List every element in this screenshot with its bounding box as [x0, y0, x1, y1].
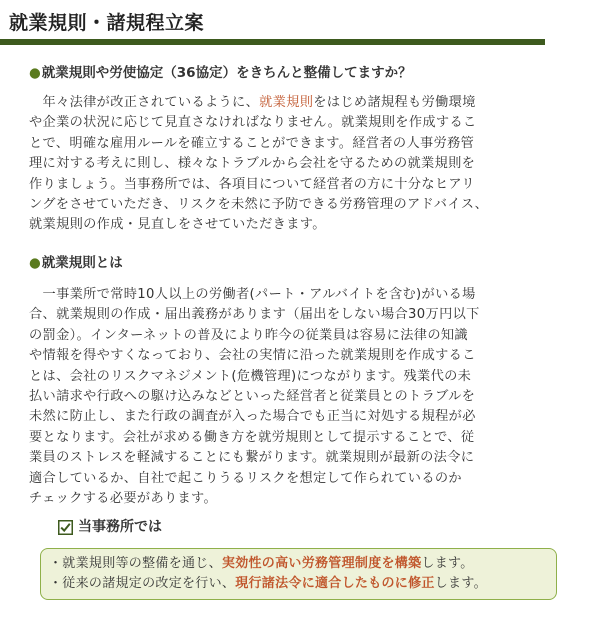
paragraph-line: や情報を得やすくなっており、会社の実情に沿った就業規則を作成するこ — [29, 348, 476, 364]
paragraph-line: 就業規則の作成・見直しをさせていただきます。 — [29, 217, 326, 233]
paragraph-line: 年々法律が改正されているように、就業規則をはじめ諸規程も労働環境 — [29, 95, 476, 110]
section-heading-text: 就業規則や労使協定（36協定）をきちんと整備してますか？ — [41, 65, 412, 81]
paragraph-line: 一事業所で常時10人以上の労働者(パート・アルバイトを含む)がいる場 — [29, 287, 476, 302]
paragraph-line: 要となります。会社が求める働き方を就労規則として提示することで、従 — [29, 429, 475, 445]
summary-emphasis: 実効性の高い労務管理制度を構築 — [221, 556, 422, 571]
rules-link[interactable]: 就業規則 — [259, 95, 314, 110]
office-heading — [58, 517, 162, 537]
paragraph-line: の罰金）。インターネットの普及により昨今の従業員は容易に法律の知識 — [29, 327, 468, 343]
section-heading-text: 就業規則とは — [41, 255, 123, 271]
title-underline — [0, 39, 545, 45]
paragraph-line: 払い請求や行政への駆け込みなどといった経営者と従業員とのトラブルを — [29, 389, 476, 405]
section-heading-maintenance — [29, 64, 412, 82]
bullet-icon: ● — [29, 65, 41, 81]
paragraph-line: とで、明確な雇用ルールを確立することができます。経営者の人事労務管 — [29, 135, 475, 151]
paragraph-line: 適合しているか、自社で起こりうるリスクを想定して作られているのか — [29, 470, 462, 486]
bullet-icon: ● — [29, 255, 41, 271]
summary-box — [40, 548, 557, 600]
intro-paragraph — [29, 93, 559, 236]
paragraph-line: チェックする必要があります。 — [29, 491, 218, 507]
checkbox-checked-icon — [58, 520, 73, 535]
page-header — [0, 0, 589, 46]
summary-item: ・就業規則等の整備を通じ、実効性の高い労務管理制度を構築します。 — [49, 556, 474, 571]
paragraph-line: 作りましょう。当事務所では、各項目について経営者の方に十分なヒアリ — [29, 176, 475, 192]
paragraph-line: ングをさせていただき、リスクを未然に予防できる労務管理のアドバイス、 — [29, 197, 489, 213]
definition-paragraph — [29, 285, 559, 509]
paragraph-line: 業員のストレスを軽減することにも繋がります。就業規則が最新の法令に — [29, 450, 475, 466]
paragraph-line: とは、会社のリスクマネジメント(危機管理)につながります。残業代の未 — [29, 368, 472, 384]
section-heading-what-is — [29, 254, 123, 272]
paragraph-line: や企業の状況に応じて見直さなければなりません。就業規則を作成するこ — [29, 115, 477, 131]
paragraph-line: 合、就業規則の作成・届出義務があります（届出をしない場合30万円以下 — [29, 307, 480, 323]
summary-item: ・従来の諸規定の改定を行い、現行諸法令に適合したものに修正します。 — [49, 576, 487, 591]
paragraph-line: 理に対する考えに則し、様々なトラブルから会社を守るための就業規則を — [29, 156, 476, 172]
paragraph-line: 未然に防止し、また行政の調査が入った場合でも正当に対処する規程が必 — [29, 409, 476, 425]
office-heading-text: 当事務所では — [78, 519, 162, 535]
summary-emphasis: 現行諸法令に適合したものに修正 — [235, 576, 435, 591]
page-title: 就業規則・諸規程立案 — [9, 12, 205, 34]
